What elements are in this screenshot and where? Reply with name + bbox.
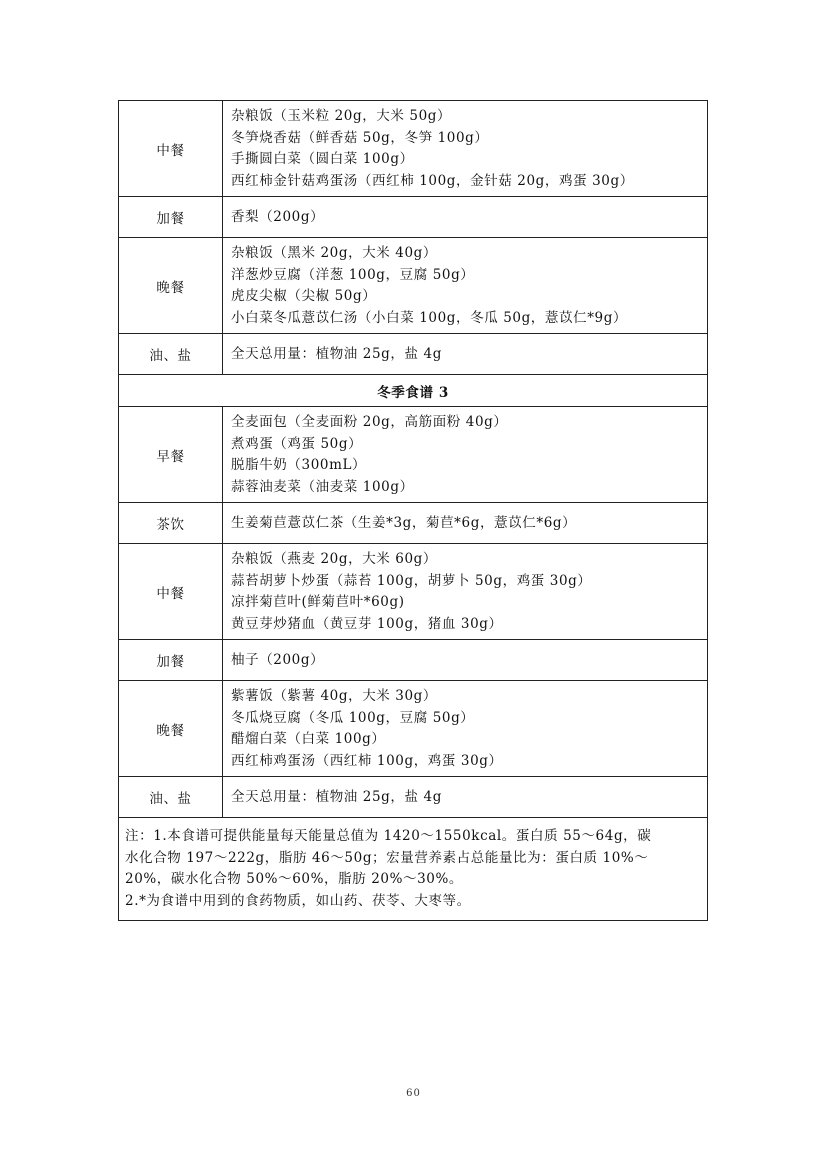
dish-item: 全天总用量：植物油 25g，盐 4g: [231, 345, 442, 362]
page-number: 60: [406, 1088, 421, 1099]
dish-item: 西红柿鸡蛋汤（西红柿 100g，鸡蛋 30g）: [231, 752, 503, 769]
dish-list: [223, 407, 708, 503]
note-line: 注：1.本食谱可提供能量每天能量总值为 1420～1550kcal。蛋白质 55～64g，碳: [125, 828, 652, 844]
meal-row: [119, 503, 708, 544]
meal-row: [119, 640, 708, 681]
dish-list: [223, 544, 708, 640]
recipe-table: [118, 100, 708, 921]
dish-item: 全麦面包（全麦面粉 20g，高筋面粉 40g）: [231, 414, 508, 430]
dish-item: 煮鸡蛋（鸡蛋 50g）: [231, 435, 363, 452]
meal-name: 中餐: [119, 101, 223, 197]
dish-item: 醋熘白菜（白菜 100g）: [231, 731, 386, 747]
meal-name: 早餐: [119, 407, 223, 503]
meal-name: 加餐: [119, 197, 223, 238]
meal-row: [119, 777, 708, 818]
meal-name: 油、盐: [119, 777, 223, 818]
meal-row: [119, 197, 708, 238]
dish-list: [223, 777, 708, 818]
recipe-table-top: [119, 101, 708, 375]
meal-name: 茶饮: [119, 503, 223, 544]
dish-item: 西红柿金针菇鸡蛋汤（西红柿 100g，金针菇 20g，鸡蛋 30g）: [231, 172, 634, 189]
note-line: 20%，碳水化合物 50%～60%，脂肪 20%～30%。: [125, 871, 464, 887]
recipe-table-bottom: [119, 407, 708, 818]
section-header: [119, 375, 708, 407]
dish-item: 脱脂牛奶（300mL）: [231, 457, 367, 473]
dish-item: 杂粮饭（黑米 20g，大米 40g）: [231, 245, 438, 261]
note-line: 水化合物 197～222g，脂肪 46～50g；宏量营养素占总能量比为：蛋白质 10%～: [125, 849, 649, 866]
notes-cell: [119, 818, 708, 921]
meal-row: [119, 544, 708, 640]
meal-row: [119, 238, 708, 334]
dish-item: 手撕圆白菜（圆白菜 100g）: [231, 151, 414, 167]
meal-row: [119, 101, 708, 197]
section-title: 冬季食谱 3: [119, 375, 708, 407]
dish-list: [223, 238, 708, 334]
dish-item: 小白菜冬瓜薏苡仁汤（小白菜 100g，冬瓜 50g，薏苡仁*9g）: [231, 309, 628, 326]
dish-list: [223, 640, 708, 681]
dish-item: 杂粮饭（燕麦 20g，大米 60g）: [231, 551, 438, 567]
note-line: 2.*为食谱中用到的食药物质，如山药、茯苓、大枣等。: [125, 892, 471, 909]
dish-item: 蒜苔胡萝卜炒蛋（蒜苔 100g，胡萝卜 50g，鸡蛋 30g）: [231, 572, 592, 589]
meal-row: [119, 681, 708, 777]
dish-item: 杂粮饭（玉米粒 20g，大米 50g）: [231, 108, 452, 124]
dish-item: 黄豆芽炒猪血（黄豆芽 100g，猪血 30g）: [231, 615, 503, 632]
dish-item: 冬笋烧香菇（鲜香菇 50g，冬笋 100g）: [231, 129, 489, 146]
dish-item: 冬瓜烧豆腐（冬瓜 100g，豆腐 50g）: [231, 709, 475, 726]
dish-item: 紫薯饭（紫薯 40g，大米 30g）: [231, 688, 438, 704]
meal-name: 晚餐: [119, 681, 223, 777]
dish-item: 香梨（200g）: [231, 208, 325, 225]
meal-name: 晚餐: [119, 238, 223, 334]
dish-list: [223, 681, 708, 777]
dish-list: [223, 101, 708, 197]
dish-item: 生姜菊苣薏苡仁茶（生姜*3g，菊苣*6g，薏苡仁*6g）: [231, 514, 577, 531]
dish-list: [223, 503, 708, 544]
dish-item: 凉拌菊苣叶(鲜菊苣叶*60g): [231, 594, 405, 610]
dish-item: 蒜蓉油麦菜（油麦菜 100g）: [231, 478, 414, 495]
meal-row: [119, 334, 708, 375]
meal-name: 加餐: [119, 640, 223, 681]
meal-name: 油、盐: [119, 334, 223, 375]
dish-item: 洋葱炒豆腐（洋葱 100g，豆腐 50g）: [231, 266, 475, 283]
dish-list: [223, 334, 708, 375]
meal-row: [119, 407, 708, 503]
dish-list: [223, 197, 708, 238]
notes-section: [119, 818, 708, 921]
meal-name: 中餐: [119, 544, 223, 640]
dish-item: 全天总用量：植物油 25g，盐 4g: [231, 788, 442, 805]
dish-item: 虎皮尖椒（尖椒 50g）: [231, 288, 377, 304]
dish-item: 柚子（200g）: [231, 651, 325, 668]
